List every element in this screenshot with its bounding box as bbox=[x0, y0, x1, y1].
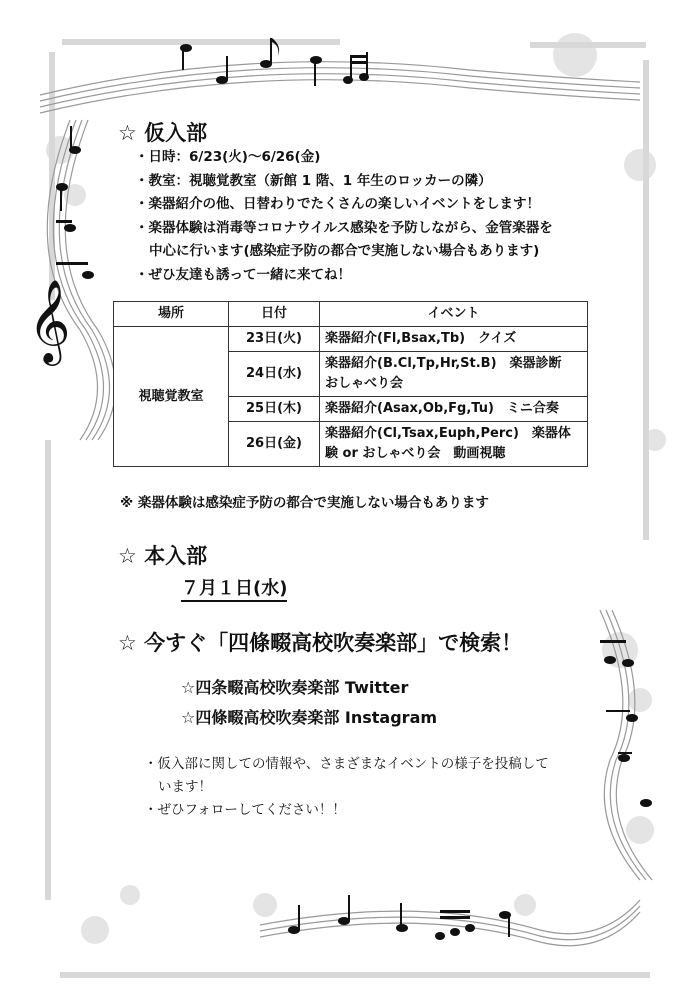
event-cell: 楽器紹介(Asax,Ob,Fg,Tu) ミニ合奏 bbox=[320, 397, 588, 422]
header-event: イベント bbox=[320, 302, 588, 327]
list-item: 中心に行います(感染症予防の都合で実施しない場合もあります) bbox=[149, 243, 540, 259]
instagram-link: ☆四條畷高校吹奏楽部 Instagram bbox=[181, 708, 438, 727]
schedule-table bbox=[113, 301, 588, 467]
twitter-link: ☆四条畷高校吹奏楽部 Twitter bbox=[181, 678, 409, 697]
follow-info bbox=[144, 753, 549, 822]
event-cell: 楽器紹介(B.Cl,Tp,Hr,St.B) 楽器診断 おしゃべり会 bbox=[320, 352, 588, 397]
date-cell: 25日(木) bbox=[229, 397, 320, 422]
header-place: 場所 bbox=[114, 302, 229, 327]
schedule-note: ※ 楽器体験は感染症予防の都合で実施しない場合もあります bbox=[120, 495, 489, 511]
event-cell: 楽器紹介(Fl,Bsax,Tb) クイズ bbox=[320, 327, 588, 352]
event-cell: 楽器紹介(Cl,Tsax,Euph,Perc) 楽器体験 or おしゃべり会 動画視聴 bbox=[320, 422, 588, 467]
list-item: ・楽器体験は消毒等コロナウイルス感染を予防しながら、金管楽器を bbox=[135, 219, 553, 236]
search-heading: ☆ 今すぐ「四條畷高校吹奏楽部」で検索！ bbox=[118, 631, 523, 655]
trial-info-list bbox=[135, 146, 553, 287]
list-item: ・ぜひフォローしてください！！ bbox=[144, 802, 346, 818]
list-item: ・日時：6/23(火)～6/26(金) bbox=[135, 149, 321, 165]
list-item: ・ぜひ友達も誘って一緒に来てね！ bbox=[135, 266, 351, 283]
list-item: ・仮入部に関しての情報や、さまざまなイベントの様子を投稿して bbox=[144, 756, 549, 772]
header-date: 日付 bbox=[229, 302, 320, 327]
list-item: ・楽器紹介の他、日替わりでたくさんの楽しいイベントをします！ bbox=[135, 196, 540, 212]
treble-clef-icon: 𝄞 bbox=[28, 278, 71, 362]
trial-heading: ☆ 仮入部 bbox=[118, 121, 208, 145]
place-cell: 視聴覚教室 bbox=[114, 327, 229, 467]
date-cell: 24日(水) bbox=[229, 352, 320, 397]
list-item: います！ bbox=[158, 779, 212, 795]
official-date: ７月１日(水) bbox=[181, 574, 287, 600]
table-header-row bbox=[114, 302, 588, 327]
list-item: ・教室：視聴覚教室（新館 1 階、1 年生のロッカーの隣） bbox=[135, 172, 492, 189]
official-heading: ☆ 本入部 bbox=[118, 544, 208, 568]
table-row bbox=[114, 327, 588, 352]
date-cell: 23日(火) bbox=[229, 327, 320, 352]
date-cell: 26日(金) bbox=[229, 422, 320, 467]
